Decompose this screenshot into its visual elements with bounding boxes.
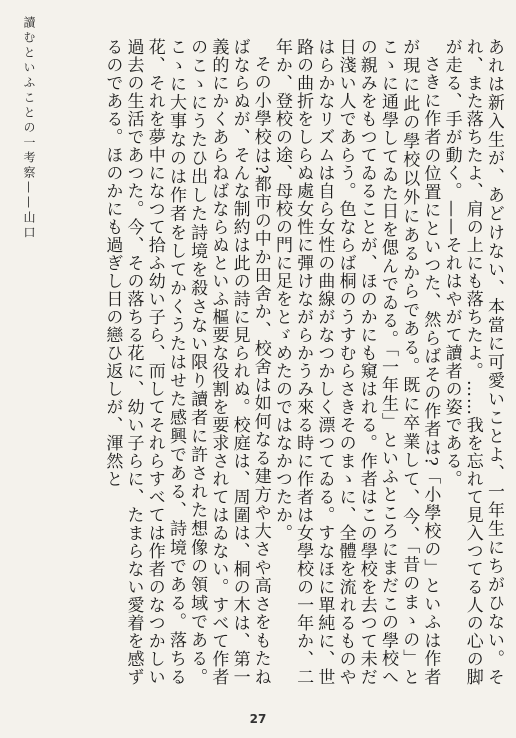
running-header: 讀むといふことの一考察——山口 <box>22 16 36 241</box>
paragraph-1: あれは新入生が、あどけない、本當に可愛いことよ、一年生にちがひない。それ、また落ちたよ、肩の上にも落ちたよ。……我を忘れて見入つてる人の心の脚が走る、手が動く。——それはやがて讀者の姿である。 <box>441 38 504 686</box>
paragraph-3: その小學校は?都市の中か田舍か、校舍は如何なる建方や大さや高さをもたねばならぬが、そんな制約は此の詩に見られぬ。校庭は、周圍は、桐の木は、第一義的にかくあらねばならぬといふ樞要な役割を要求されてはゐない。すべて作者のこゝにうたひ出した詩境を殺さない限り讀者に許された想像の領域である。こゝに大事なのは作者をしてかくうたはせた感興である、詩境である。落ちる花、それを夢中になつて拾ふ幼い子ら、而してそれらすべては作者のなつかしい過去の生活であつた。今、その落ちる花に、幼い子らに、たまらない愛着を感ずるのである。ほのかにも過ぎし日の戀ひ返しが、渾然と <box>102 38 271 686</box>
body-text <box>42 38 504 686</box>
paragraph-2: さきに作者の位置にといつた、然らばその作者は?「小學校の」といふは作者が現に此の學校以外にあるからである。既に卒業して、今、「昔のまゝの」とこゝに通學してゐた日を偲んでゐる。「一年生」といふところにまだこの學校への親みをもつてゐることが、ほのかにも窺はれる。作者はこの學校を去つて未だ日淺い人であらう。色ならば桐のうすむらさきそのまゝに、全體を流れるものやはらかなリズムは自ら女性の曲線がなつかしく漂つてゐる。すなほに單純に、世路の曲折をしらぬ處女性に彈けながらかうみ來る時に作者は女學校の一年か、二年か、登校の途、母校の門に足をとゞめたのではなかつたか。 <box>271 38 441 686</box>
page-number: 27 <box>249 712 267 726</box>
